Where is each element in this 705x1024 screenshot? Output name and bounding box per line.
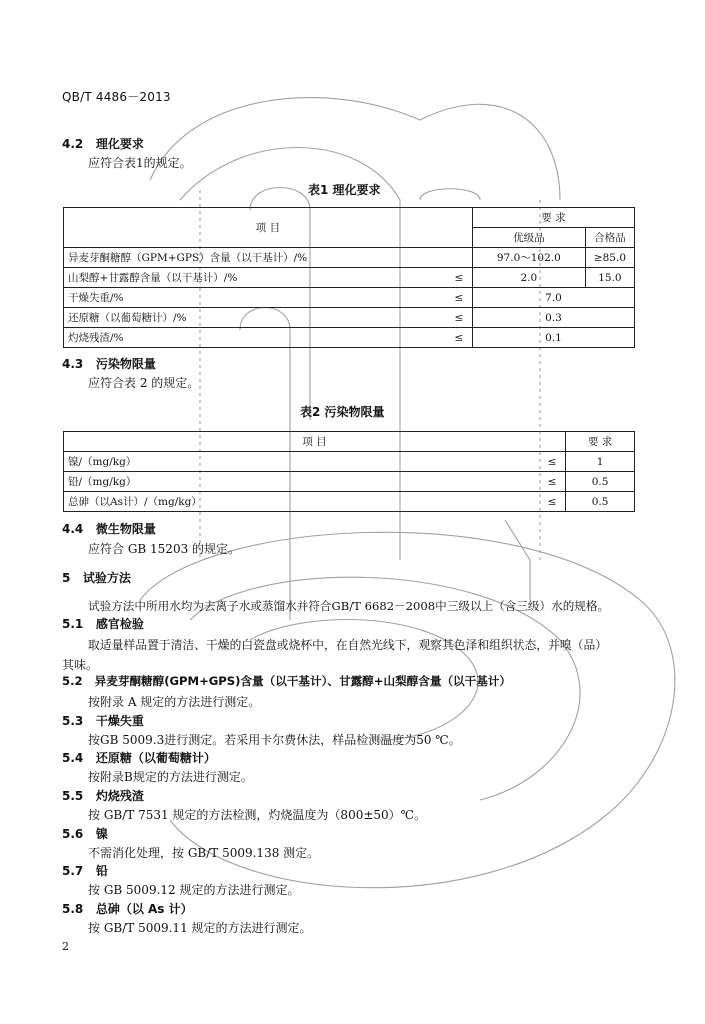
section-5-3-heading — [62, 712, 144, 729]
section-5-2-body: 按附录 A 规定的方法进行测定。 — [88, 695, 261, 709]
table1-row-item: 灼烧残渣/% — [64, 328, 446, 348]
table1-row-value: 0.3 — [472, 308, 634, 328]
table1-row-value1: 97.0～102.0 — [472, 248, 585, 268]
table-row — [64, 328, 635, 348]
table1-row-operator: ≤ — [446, 308, 473, 328]
section-number: 5.5 — [62, 789, 84, 803]
section-number: 5.7 — [62, 864, 84, 878]
table2-header-item: 项 目 — [64, 432, 566, 452]
section-title: 总砷（以 As 计） — [95, 902, 193, 916]
section-5-8-heading — [62, 900, 193, 917]
table1 — [63, 207, 635, 348]
section-title: 理化要求 — [95, 137, 144, 151]
section-4-3-heading — [62, 355, 156, 372]
section-5-1-heading — [62, 615, 144, 632]
table2-row-value: 0.5 — [566, 472, 635, 492]
section-5-6-heading — [62, 825, 108, 842]
table2-row-operator: ≤ — [539, 492, 566, 512]
section-title: 异麦芽酮糖醇(GPM+GPS)含量（以干基计）、甘露醇+山梨醇含量（以干基计） — [94, 674, 512, 688]
section-number: 4.2 — [62, 137, 84, 151]
section-title: 干燥失重 — [95, 714, 144, 728]
table-row — [64, 288, 635, 308]
table2 — [63, 431, 635, 512]
table2-row-item: 总砷（以As计）/（mg/kg） — [64, 492, 540, 512]
table1-row-operator: ≤ — [446, 268, 473, 288]
section-4-4-heading — [62, 520, 156, 537]
table1-row-item: 异麦芽酮糖醇（GPM+GPS）含量（以干基计）/% — [64, 248, 446, 268]
section-5-3-body: 按GB 5009.3进行测定。若采用卡尔费休法，样品检测温度为50 ℃。 — [88, 733, 461, 747]
table-row — [64, 248, 635, 268]
table1-row-operator — [446, 248, 473, 268]
table2-row-operator: ≤ — [539, 472, 566, 492]
table2-caption: 表2 污染物限量 — [300, 405, 385, 419]
section-5-2-heading — [62, 673, 511, 689]
table1-caption: 表1 理化要求 — [308, 183, 381, 197]
table1-row-value1: 2.0 — [472, 268, 585, 288]
section-4-4-body: 应符合 GB 15203 的规定。 — [88, 542, 241, 556]
section-number: 5.4 — [62, 751, 84, 765]
section-4-2-body: 应符合表1的规定。 — [88, 156, 192, 170]
section-5-7-heading — [62, 862, 108, 879]
table1-row-item: 干燥失重/% — [64, 288, 446, 308]
table2-row-value: 0.5 — [566, 492, 635, 512]
table1-row-value2: 15.0 — [585, 268, 634, 288]
table1-row-operator: ≤ — [446, 288, 473, 308]
table1-header-grade1: 优级品 — [472, 228, 585, 248]
section-4-2-heading — [62, 135, 144, 152]
table2-row-item: 铅/（mg/kg） — [64, 472, 540, 492]
section-5-1-body-line2: 其味。 — [62, 658, 99, 672]
table1-row-value: 0.1 — [472, 328, 634, 348]
section-5-7-body: 按 GB 5009.12 规定的方法进行测定。 — [88, 883, 300, 897]
section-5-6-body: 不需消化处理，按 GB/T 5009.138 测定。 — [88, 846, 320, 860]
section-5-body: 试验方法中所用水均为去离子水或蒸馏水并符合GB/T 6682－2008中三级以上（含三级）水的规格。 — [88, 599, 610, 613]
table2-header-requirement: 要 求 — [566, 432, 635, 452]
table1-row-value2: ≥85.0 — [585, 248, 634, 268]
section-5-heading — [62, 569, 131, 586]
table1-header-item: 项 目 — [64, 208, 473, 248]
section-5-4-body: 按附录B规定的方法进行测定。 — [88, 770, 253, 784]
section-title: 微生物限量 — [95, 522, 156, 536]
standard-number: QB/T 4486－2013 — [62, 90, 171, 104]
table-row — [64, 492, 635, 512]
page-number: 2 — [62, 940, 69, 953]
section-5-5-body: 按 GB/T 7531 规定的方法检测，灼烧温度为（800±50）℃。 — [88, 808, 427, 822]
section-number: 5.8 — [62, 902, 84, 916]
table1-header-grade2: 合格品 — [585, 228, 634, 248]
table1-row-item: 还原糖（以葡萄糖计）/% — [64, 308, 446, 328]
section-title: 镍 — [95, 827, 108, 841]
section-number: 5.2 — [62, 674, 83, 688]
table-row — [64, 472, 635, 492]
section-title: 试验方法 — [82, 571, 131, 585]
table2-row-operator: ≤ — [539, 452, 566, 472]
section-5-1-body-line1: 取适量样品置于清洁、干燥的白瓷盘或烧杯中，在自然光线下，观察其色泽和组织状态，并嗅（品） — [88, 638, 608, 652]
section-title: 污染物限量 — [95, 357, 156, 371]
section-5-4-heading — [62, 749, 216, 766]
table2-row-value: 1 — [566, 452, 635, 472]
section-number: 5.1 — [62, 617, 84, 631]
section-number: 5.6 — [62, 827, 84, 841]
section-4-3-body: 应符合表 2 的规定。 — [88, 376, 200, 390]
section-title: 感官检验 — [95, 617, 144, 631]
section-5-8-body: 按 GB/T 5009.11 规定的方法进行测定。 — [88, 921, 312, 935]
table1-row-value: 7.0 — [472, 288, 634, 308]
section-number: 5 — [62, 571, 71, 585]
table1-row-item: 山梨醇+甘露醇含量（以干基计）/% — [64, 268, 446, 288]
section-title: 铅 — [95, 864, 108, 878]
table1-header-requirement: 要 求 — [472, 208, 634, 228]
table-row — [64, 268, 635, 288]
section-title: 灼烧残渣 — [95, 789, 144, 803]
section-title: 还原糖（以葡萄糖计） — [95, 751, 216, 765]
section-number: 5.3 — [62, 714, 84, 728]
section-5-5-heading — [62, 787, 144, 804]
section-number: 4.3 — [62, 357, 84, 371]
section-number: 4.4 — [62, 522, 84, 536]
table1-row-operator: ≤ — [446, 328, 473, 348]
table-row — [64, 452, 635, 472]
table-row — [64, 308, 635, 328]
table2-row-item: 镍/（mg/kg） — [64, 452, 540, 472]
